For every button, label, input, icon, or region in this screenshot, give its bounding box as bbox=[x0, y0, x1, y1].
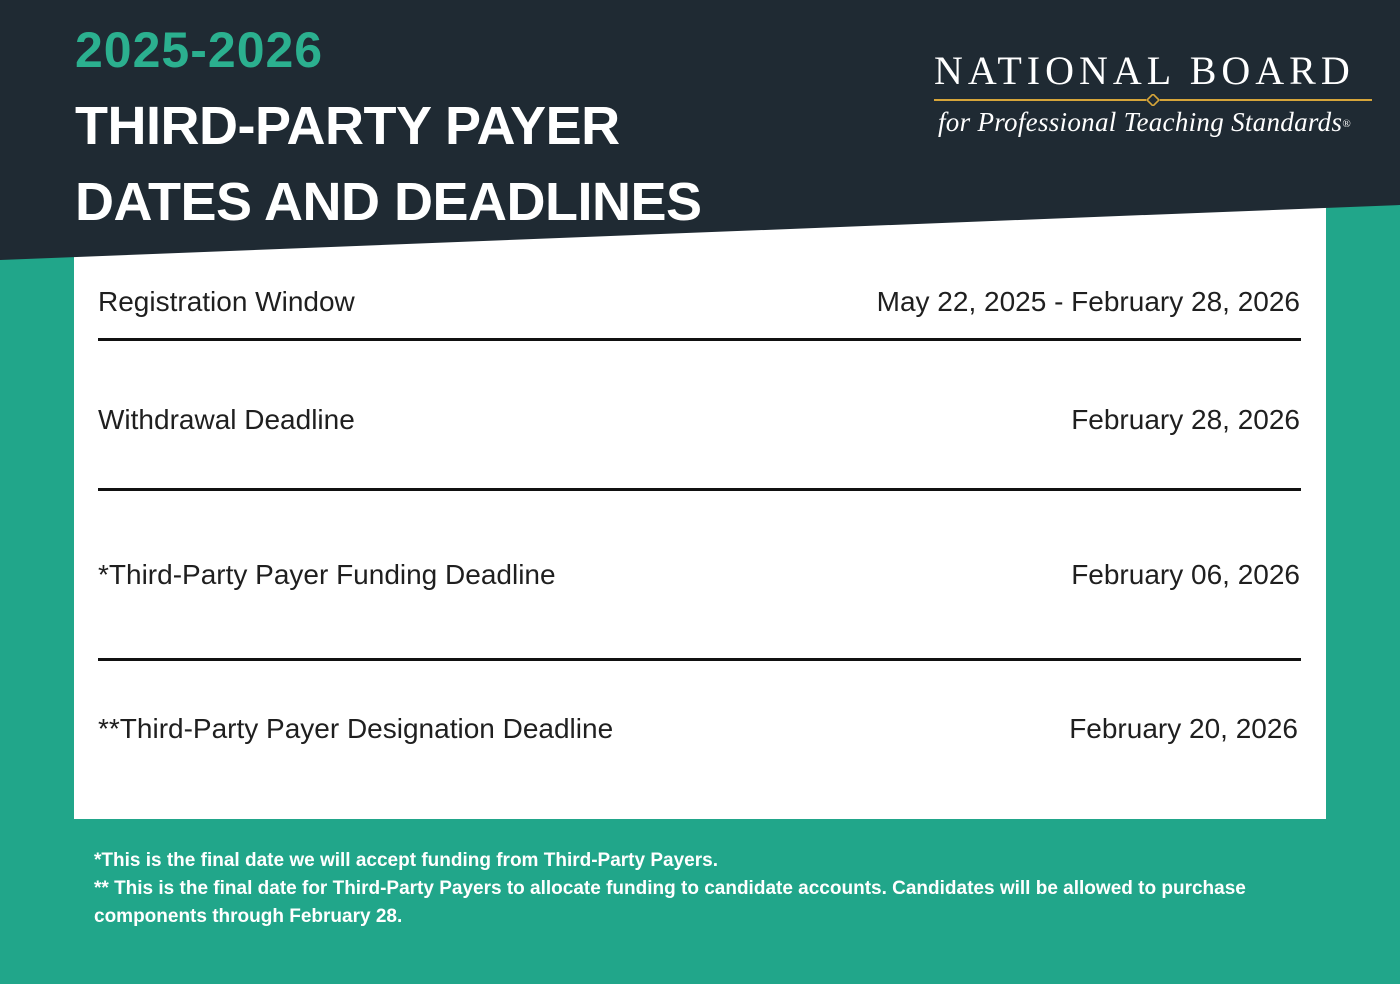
deadline-date-registration: May 22, 2025 - February 28, 2026 bbox=[876, 286, 1300, 317]
footnote-designation: ** This is the final date for Third-Party Payers to allocate funding to candidate accounts. Candidates will be allowed to purchase components through February 28. bbox=[94, 878, 1246, 927]
row-divider bbox=[98, 338, 1301, 341]
page-title-line2: DATES AND DEADLINES bbox=[75, 172, 702, 232]
row-divider bbox=[98, 658, 1301, 661]
row-divider bbox=[98, 488, 1301, 491]
logo-tagline-text: for Professional Teaching Standards bbox=[938, 107, 1343, 137]
year-label: 2025-2026 bbox=[75, 22, 324, 78]
deadline-label-registration: Registration Window bbox=[98, 286, 355, 317]
logo-tagline bbox=[938, 106, 1351, 138]
national-board-logo bbox=[930, 48, 1386, 148]
footnote-funding: *This is the final date we will accept funding from Third-Party Payers. bbox=[94, 850, 718, 871]
deadline-label-funding: *Third-Party Payer Funding Deadline bbox=[98, 559, 556, 590]
deadline-date-designation: February 20, 2026 bbox=[1069, 713, 1298, 744]
deadline-label-withdrawal: Withdrawal Deadline bbox=[98, 404, 355, 435]
deadline-date-funding: February 06, 2026 bbox=[1071, 559, 1300, 590]
page-title-line1: THIRD-PARTY PAYER bbox=[75, 96, 620, 156]
registered-mark: ® bbox=[1342, 118, 1351, 130]
logo-diamond-rule bbox=[934, 94, 1372, 106]
deadline-date-withdrawal: February 28, 2026 bbox=[1071, 404, 1300, 435]
logo-name: NATIONAL BOARD bbox=[934, 48, 1355, 93]
deadline-label-designation: **Third-Party Payer Designation Deadline bbox=[98, 713, 614, 744]
